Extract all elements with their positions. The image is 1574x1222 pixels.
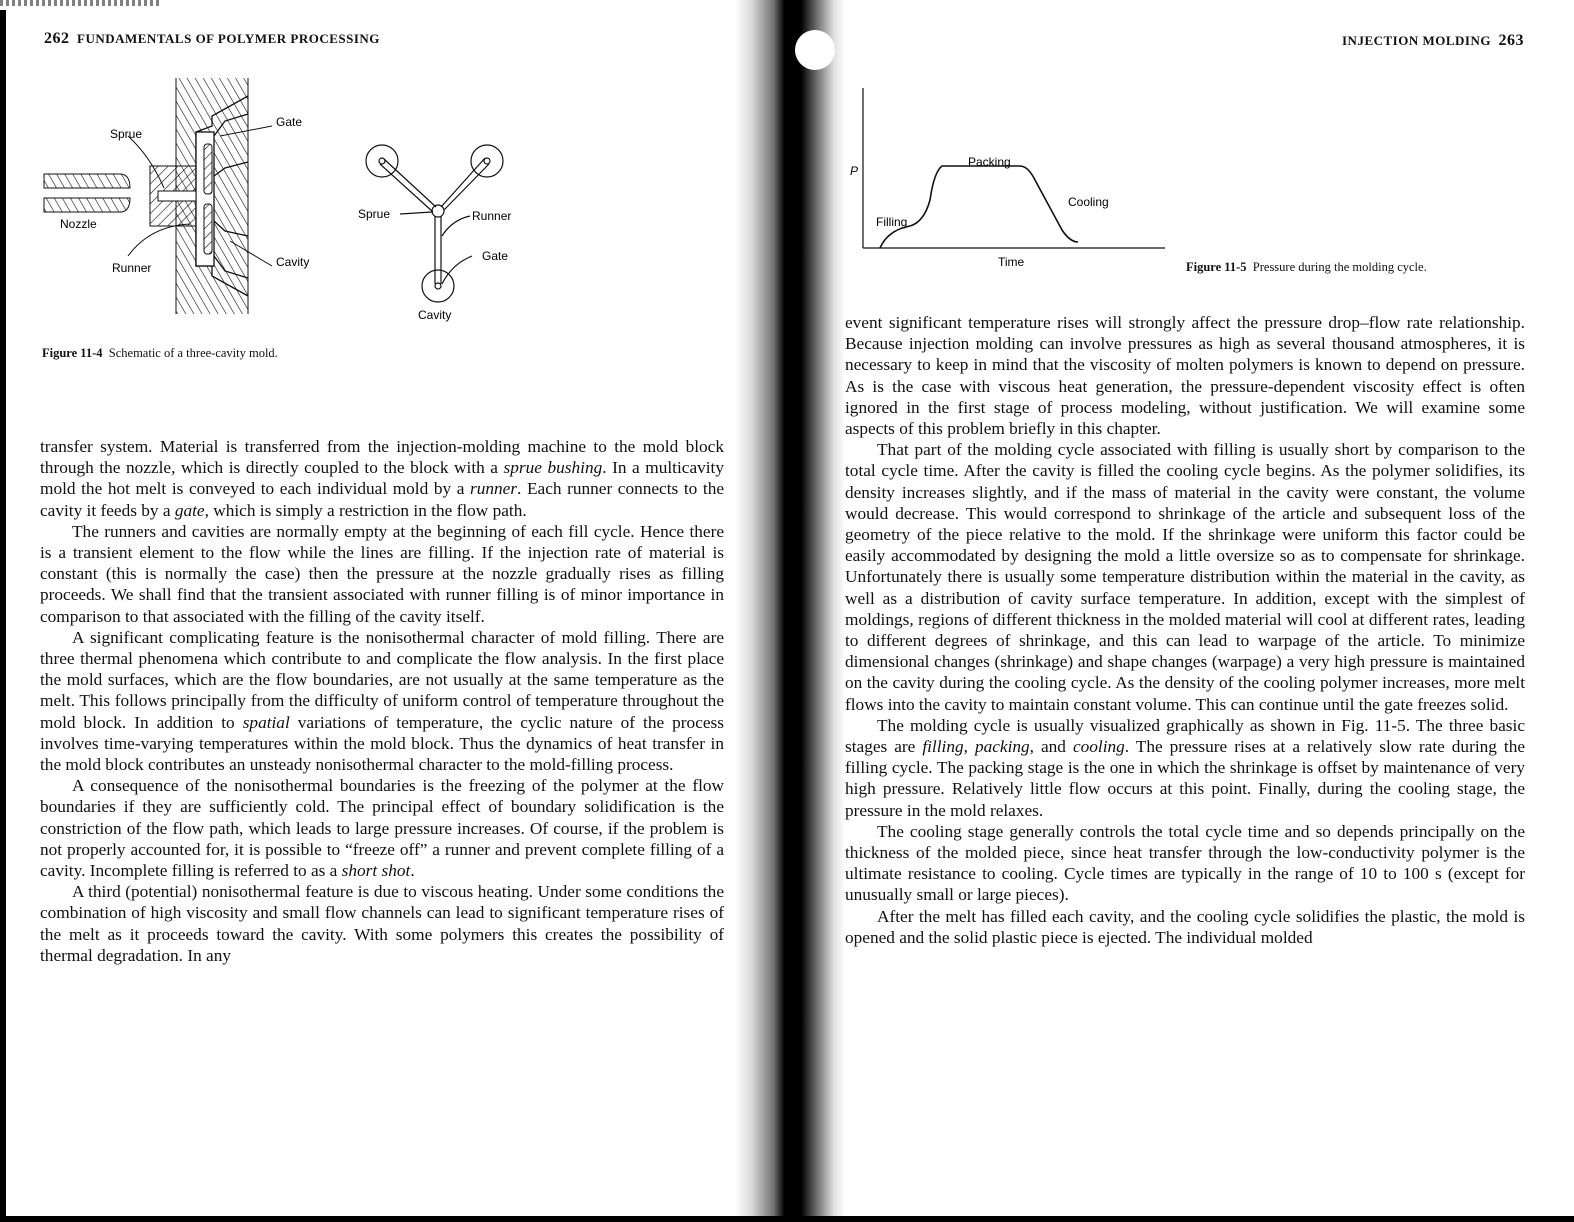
left-body-text bbox=[40, 436, 724, 966]
figure-number: Figure 11-4 bbox=[42, 346, 103, 360]
three-cavity-layout bbox=[366, 145, 503, 302]
figure-11-4-caption bbox=[42, 346, 278, 361]
pressure-curve bbox=[880, 166, 1078, 248]
label-sprue-top: Sprue bbox=[358, 207, 391, 221]
annotation-packing: Packing bbox=[968, 155, 1011, 169]
label-cavity: Cavity bbox=[276, 255, 310, 269]
text-run: The runners and cavities are normally empty at the beginning of each fill cycle. Hence there is a transient element to the flow while the lines are filling. If the injection rate of material is constant (this is normally the case) then the pressure at the nozzle gradually rises as filling proceeds. We shall find that the transient associated with runner filling is of minor importance in comparison to that associated with the filling of the cavity itself. bbox=[40, 521, 724, 626]
paragraph bbox=[40, 881, 724, 966]
text-run: . Each runner connects to the cavity it feeds by a bbox=[40, 479, 725, 520]
paragraph bbox=[845, 906, 1525, 948]
figure-11-5-caption bbox=[1186, 260, 1427, 275]
italic-term: filling bbox=[922, 737, 964, 757]
text-run: , and bbox=[1029, 737, 1073, 757]
text-run: The molding cycle is usually visualized graphically as shown in Fig. 11-5. The three basic stages are bbox=[845, 715, 1525, 757]
paragraph bbox=[40, 775, 724, 881]
annotation-cooling: Cooling bbox=[1068, 195, 1109, 209]
running-head-right bbox=[1342, 32, 1524, 50]
page-number: 263 bbox=[1498, 32, 1524, 49]
y-axis-label: P bbox=[850, 164, 859, 178]
figure-11-4-mold-schematic bbox=[40, 76, 560, 326]
label-cavity-top: Cavity bbox=[418, 308, 452, 322]
running-title: FUNDAMENTALS OF POLYMER PROCESSING bbox=[77, 31, 380, 46]
x-axis-label: Time bbox=[998, 255, 1025, 269]
text-run: A third (potential) nonisothermal feature is due to viscous heating. Under some conditions the combination of high viscosity and small flow channels can lead to significant temperature rises of the melt as it proceeds toward the cavity. With some polymers this creates the possibility of thermal degradation. In any bbox=[40, 882, 724, 965]
text-run: , which is simply a restriction in the flow path. bbox=[204, 500, 527, 520]
label-nozzle: Nozzle bbox=[60, 217, 97, 231]
annotation-filling: Filling bbox=[876, 215, 908, 229]
sprue-bushing bbox=[150, 166, 196, 226]
italic-term: cooling bbox=[1072, 737, 1125, 757]
text-run: . The pressure rises at a relatively slow rate during the filling cycle. The packing stage is the one in which the shrinkage is offset by maintenance of very high pressure. Relatively little flow occurs at this point. Finally, during the cooling stage, the pressure in the mold relaxes. bbox=[845, 737, 1526, 820]
text-run: After the melt has filled each cavity, and the cooling cycle solidifies the plastic, the mold is opened and the solid plastic piece is ejected. The individual molded bbox=[845, 906, 1525, 947]
paragraph bbox=[40, 436, 724, 521]
paragraph bbox=[40, 521, 724, 627]
paragraph bbox=[845, 821, 1525, 906]
figure-number: Figure 11-5 bbox=[1186, 260, 1247, 274]
italic-term: spatial bbox=[242, 712, 290, 732]
page-number: 262 bbox=[44, 30, 70, 47]
text-run: , bbox=[963, 737, 975, 757]
italic-term: gate bbox=[174, 500, 205, 520]
text-run: transfer system. Material is transferred from the injection-molding machine to the mold block through the nozzle, which is directly coupled to the block with a bbox=[40, 437, 724, 478]
bottom-scan-edge bbox=[0, 1216, 1574, 1222]
paragraph bbox=[845, 715, 1525, 821]
right-body-text bbox=[845, 312, 1525, 948]
text-run: A consequence of the nonisothermal boundaries is the freezing of the polymer at the flow boundaries if they are sufficiently cold. The principal effect of boundary solidification is the constriction of the flow path, which leads to large pressure increases. Of course, if the problem is not properly accounted for, it is possible to “freeze off” a runner and prevent complete filling of a cavity. Incomplete filling is referred to as a bbox=[40, 776, 724, 881]
text-run: event significant temperature rises will strongly affect the pressure drop–flow rate relationship. Because injection molding can involve pressures as high as several thousand atmospheres, it is necessary to keep in mind that the viscosity of molten polymers is known to depend on pressure. As is the case with viscous heat generation, the pressure-dependent viscosity effect is often ignored in the first stage of process modeling, without justification. We will examine some aspects of this problem briefly in this chapter. bbox=[845, 313, 1525, 439]
label-runner: Runner bbox=[112, 261, 152, 275]
text-run: . bbox=[410, 861, 415, 881]
text-run: A significant complicating feature is the nonisothermal character of mold filling. There are three thermal phenomena which contribute to and complicate the flow analysis. In the first place the mold surfaces, which are the flow boundaries, are not usually at the same temperature as the melt. This follows principally from the difficulty of uniform control of temperature throughout the mold block. In addition to bbox=[40, 627, 724, 732]
italic-term: packing bbox=[974, 737, 1030, 757]
paragraph bbox=[845, 439, 1525, 715]
running-head-left bbox=[44, 30, 380, 48]
figure-caption-text: Schematic of a three-cavity mold. bbox=[108, 346, 278, 360]
paragraph bbox=[40, 627, 724, 775]
text-run: . In a multicavity mold the hot melt is conveyed to each individual mold by a bbox=[40, 458, 724, 499]
label-gate: Gate bbox=[276, 115, 303, 129]
nozzle bbox=[44, 174, 130, 212]
italic-term: sprue bushing bbox=[503, 458, 603, 478]
paragraph bbox=[845, 312, 1525, 439]
figure-11-5-pressure-chart bbox=[840, 80, 1170, 280]
text-run: That part of the molding cycle associated with filling is usually short by comparison to the total cycle time. After the cavity is filled the cooling cycle begins. As the polymer solidifies, its density increases slightly, and if the mass of material in the cavity were constant, the volume would decrease. This would correspond to shrinkage of the article and subsequent loss of the geometry of the piece relative to the mold. If the shrinkage were uniform this factor could be easily accommodated by designing the mold a little oversize so as to compensate for shrinkage. Unfortunately there is usually some temperature distribution within the material in the cavity, as well as a distribution of cavity surface temperature. In addition, except with the simplest of moldings, regions of different thickness in the molded material will cool at different rates, leading to different degrees of shrinkage, and this can lead to warpage of the article. To minimize dimensional changes (shrinkage) and shape changes (warpage) a very high pressure is maintained on the cavity during the cooling cycle. As the density of the cooling polymer increases, more melt flows into the cavity to maintain constant volume. This can continue until the gate freezes solid. bbox=[845, 440, 1525, 714]
text-run: The cooling stage generally controls the total cycle time and so depends principally on the thickness of the molded piece, since heat transfer through the low-conductivity polymer is the ultimate resistance to cooling. Cycle times are typically in the range of 10 to 100 s (except for unusually small or large pieces). bbox=[845, 821, 1525, 905]
italic-term: runner bbox=[470, 479, 518, 499]
text-run: variations of temperature, the cyclic nature of the process involves time-varying temperatures within the mold block. Thus the dynamics of heat transfer in the mold block contributes an unsteady nonisothermal character to the mold-filling process. bbox=[40, 712, 724, 775]
label-gate-top: Gate bbox=[482, 249, 509, 263]
figure-caption-text: Pressure during the molding cycle. bbox=[1252, 260, 1427, 274]
italic-term: short shot bbox=[341, 861, 411, 881]
label-runner-top: Runner bbox=[472, 209, 512, 223]
running-title: INJECTION MOLDING bbox=[1342, 33, 1491, 48]
label-sprue: Sprue bbox=[110, 127, 143, 141]
